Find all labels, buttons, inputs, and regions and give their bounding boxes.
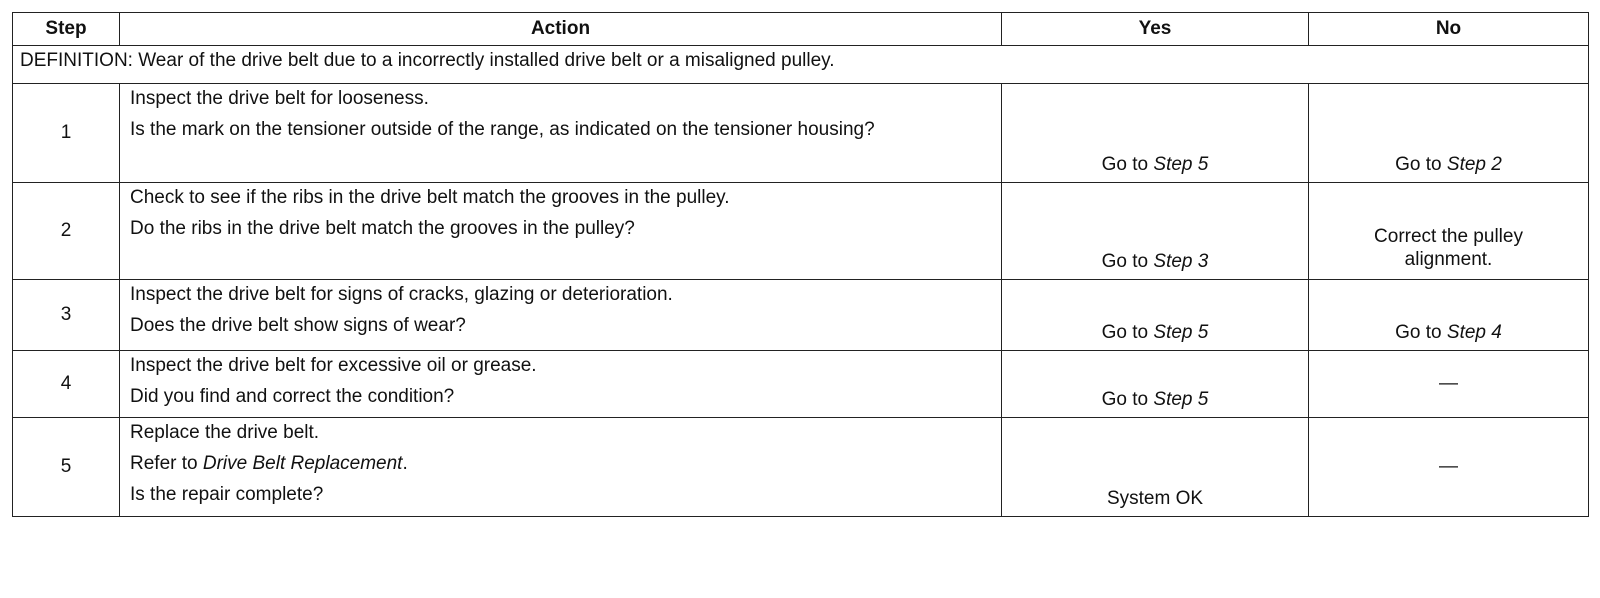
diagnostic-table (12, 12, 1589, 517)
action-reference: Refer to Drive Belt Replacement. (130, 453, 408, 474)
action-question: Is the repair complete? (130, 484, 324, 505)
table-row (13, 183, 1589, 280)
header-yes: Yes (1002, 13, 1309, 46)
step-link[interactable]: Step 4 (1446, 322, 1502, 343)
action-instruction: Check to see if the ribs in the drive belt match the grooves in the pulley. (130, 187, 730, 208)
step-link[interactable]: Step 5 (1153, 154, 1209, 175)
definition-text: DEFINITION: Wear of the drive belt due to a incorrectly installed drive belt or a misaligned pulley. (13, 46, 1589, 84)
table-row (13, 418, 1589, 517)
action-question: Does the drive belt show signs of wear? (130, 315, 466, 336)
step-number: 1 (13, 84, 120, 183)
yes-cell (1002, 280, 1309, 351)
no-result-dash: — (1439, 373, 1458, 394)
action-instruction: Inspect the drive belt for looseness. (130, 88, 429, 109)
header-no: No (1309, 13, 1589, 46)
definition-row (13, 46, 1589, 84)
table-row (13, 84, 1589, 183)
procedure-link[interactable]: Drive Belt Replacement (202, 453, 403, 474)
yes-result: Go to Step 5 (1101, 389, 1209, 410)
yes-result: Go to Step 3 (1101, 251, 1209, 272)
no-cell (1309, 418, 1589, 517)
no-cell (1309, 183, 1589, 280)
action-question: Did you find and correct the condition? (130, 386, 455, 407)
action-cell (120, 418, 1002, 517)
step-number: 3 (13, 280, 120, 351)
no-cell (1309, 351, 1589, 418)
action-question: Is the mark on the tensioner outside of the range, as indicated on the tensioner housing? (130, 119, 875, 140)
action-question: Do the ribs in the drive belt match the grooves in the pulley? (130, 218, 635, 239)
yes-cell (1002, 418, 1309, 517)
yes-cell (1002, 84, 1309, 183)
action-cell (120, 280, 1002, 351)
step-number: 2 (13, 183, 120, 280)
yes-result: System OK (1106, 488, 1204, 509)
action-cell (120, 183, 1002, 280)
yes-result: Go to Step 5 (1101, 322, 1209, 343)
no-result: Go to Step 4 (1395, 322, 1502, 343)
step-number: 5 (13, 418, 120, 517)
no-cell (1309, 280, 1589, 351)
yes-result: Go to Step 5 (1101, 154, 1209, 175)
table-row (13, 280, 1589, 351)
action-instruction: Replace the drive belt. (130, 422, 320, 443)
action-cell (120, 84, 1002, 183)
table-row (13, 351, 1589, 418)
action-cell (120, 351, 1002, 418)
header-action: Action (120, 13, 1002, 46)
no-cell (1309, 84, 1589, 183)
step-link[interactable]: Step 2 (1446, 154, 1502, 175)
no-result-dash: — (1439, 456, 1458, 477)
header-step: Step (13, 13, 120, 46)
step-link[interactable]: Step 3 (1153, 251, 1209, 272)
step-link[interactable]: Step 5 (1153, 322, 1209, 343)
no-result: Go to Step 2 (1395, 154, 1502, 175)
action-instruction: Inspect the drive belt for signs of cracks, glazing or deterioration. (130, 284, 673, 305)
yes-cell (1002, 183, 1309, 280)
yes-cell (1002, 351, 1309, 418)
step-link[interactable]: Step 5 (1153, 389, 1209, 410)
action-instruction: Inspect the drive belt for excessive oil or grease. (130, 355, 537, 376)
no-result: Correct the pulley alignment. (1374, 226, 1523, 270)
step-number: 4 (13, 351, 120, 418)
table-header-row (13, 13, 1589, 46)
